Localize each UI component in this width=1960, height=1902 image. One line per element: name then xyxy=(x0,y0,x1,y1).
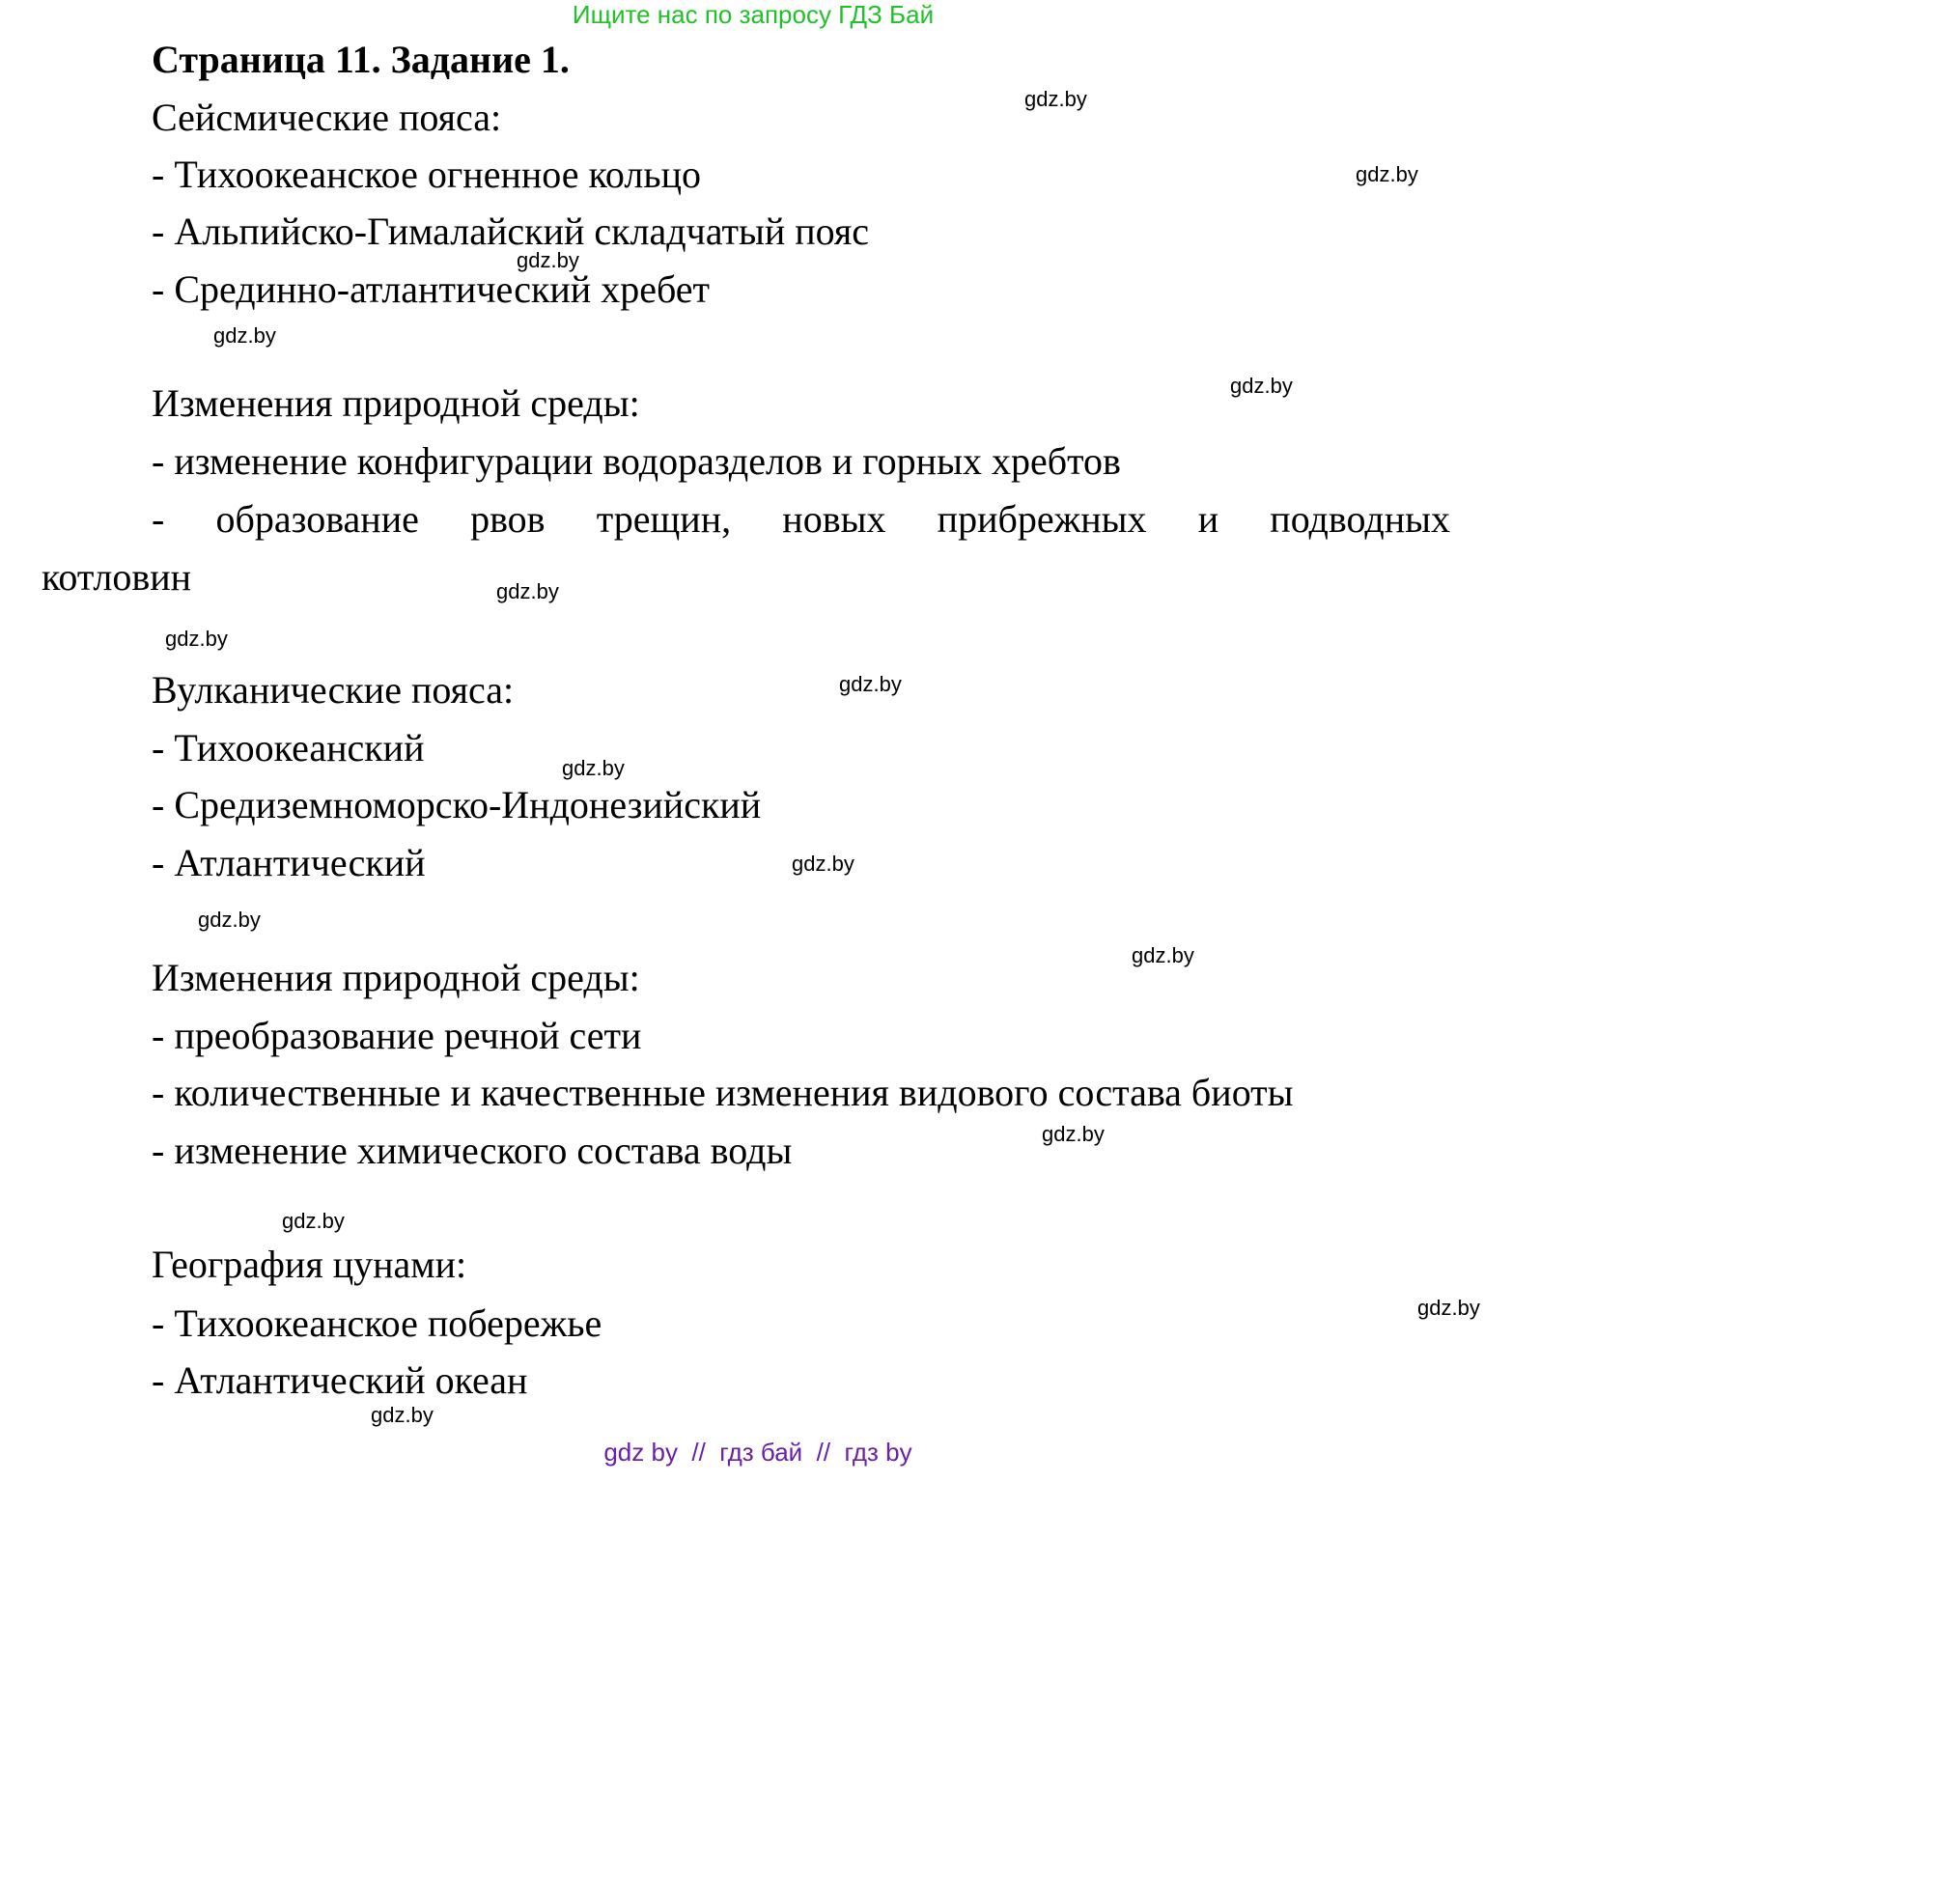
watermark: gdz.by xyxy=(213,323,276,348)
tsunami-item-1: - Тихоокеанское побережье xyxy=(152,1301,602,1345)
watermark: gdz.by xyxy=(371,1403,434,1427)
seismic-heading: Сейсмические пояса: xyxy=(152,96,502,139)
changes2-item-3: - изменение химического состава воды xyxy=(152,1129,793,1172)
watermark: gdz.by xyxy=(517,248,579,272)
watermark: gdz.by xyxy=(165,627,228,651)
watermark: gdz.by xyxy=(1132,943,1194,967)
watermark: gdz.by xyxy=(562,756,625,780)
volcanic-item-1: - Тихоокеанский xyxy=(152,726,425,769)
watermark: gdz.by xyxy=(282,1209,345,1233)
search-banner: Ищите нас по запросу ГДЗ Бай xyxy=(572,0,935,29)
seismic-item-1: - Тихоокеанское огненное кольцо xyxy=(152,153,701,196)
volcanic-item-2: - Средиземноморско-Индонезийский xyxy=(152,783,762,826)
changes1-heading: Изменения природной среды: xyxy=(152,381,640,425)
watermark: gdz.by xyxy=(1417,1296,1480,1320)
watermark: gdz.by xyxy=(1024,87,1087,111)
seismic-item-2: - Альпийско-Гималайский складчатый пояс xyxy=(152,210,870,253)
watermark: gdz.by xyxy=(496,579,559,603)
watermark: gdz.by xyxy=(1230,374,1293,398)
watermark: gdz.by xyxy=(792,852,854,876)
changes1-item-2-continuation: котловин xyxy=(42,555,192,599)
changes2-item-2: - количественные и качественные изменения видового состава биоты xyxy=(152,1071,1294,1114)
tsunami-item-2: - Атлантический океан xyxy=(152,1358,528,1402)
watermark: gdz.by xyxy=(839,672,902,696)
volcanic-item-3: - Атлантический xyxy=(152,841,426,884)
changes2-item-1: - преобразование речной сети xyxy=(152,1014,642,1057)
changes2-heading: Изменения природной среды: xyxy=(152,956,640,999)
watermark: gdz.by xyxy=(1042,1122,1105,1146)
volcanic-heading: Вулканические пояса: xyxy=(152,668,515,712)
footer-links: gdz by // гдз бай // гдз by xyxy=(603,1438,912,1467)
changes1-item-2: - образование рвов трещин, новых прибрежных и подводных xyxy=(152,497,1450,541)
tsunami-heading: География цунами: xyxy=(152,1243,467,1286)
watermark: gdz.by xyxy=(1356,162,1418,186)
seismic-item-3: - Срединно-атлантический хребет xyxy=(152,267,711,311)
watermark: gdz.by xyxy=(198,908,261,932)
changes1-item-1: - изменение конфигурации водоразделов и горных хребтов xyxy=(152,439,1121,483)
page-title: Страница 11. Задание 1. xyxy=(152,38,570,81)
